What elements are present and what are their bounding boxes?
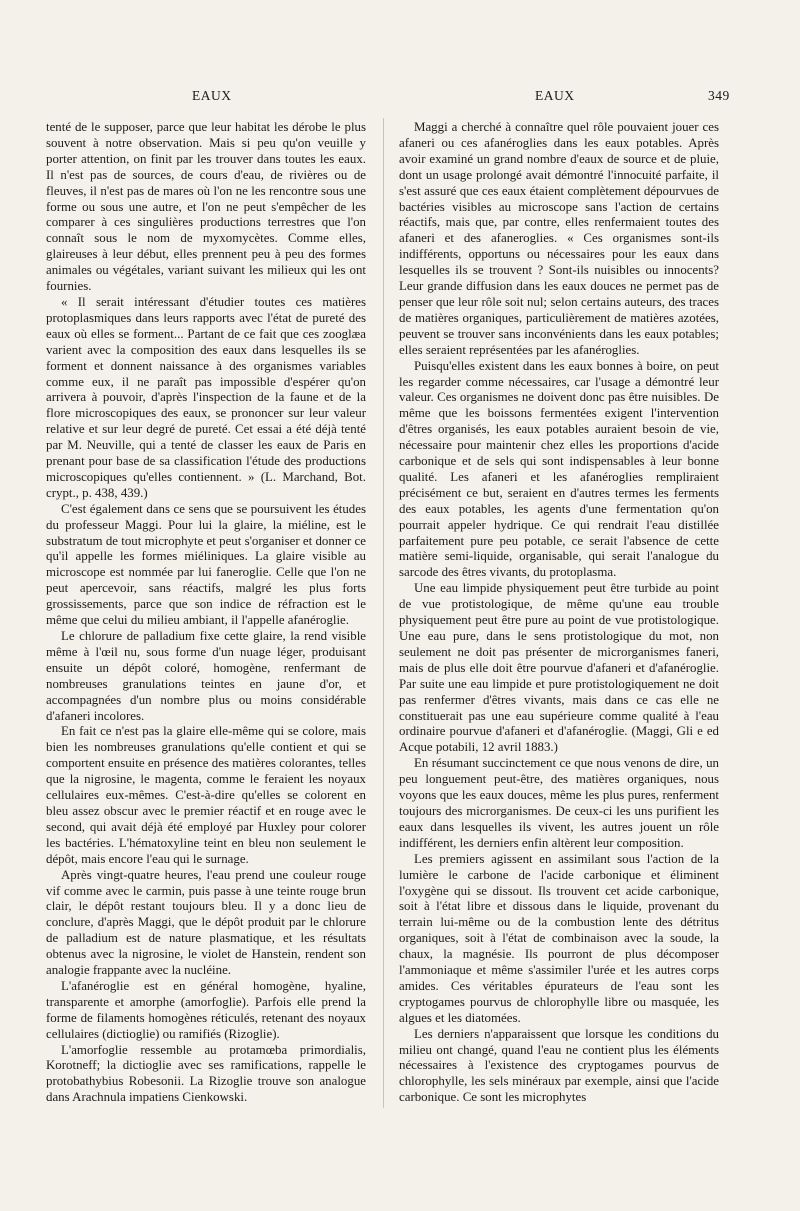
paragraph: Une eau limpide physiquement peut être turbide au point de vue protistologique, de même qu'une eau trouble physiquement peut être pure au point de vue protistologique. Une eau pure, dans le sens protistologique du mot, non seulement ne doit pas présenter de microrganismes faneri, mais de plus elle doit être pourvue d'afaneri et d'afanéroglie. Par suite une eau limpide et pure protistologiquement ne doit pas renfermer d'êtres vivants, mais dans ce cas elle ne constituerait pas une eau supérieure comme qualité à l'eau ordinaire pourvue d'afaneri et d'afanéroglie. (Maggi, Gli e ed Acque potabili, 12 avril 1883.): [399, 581, 719, 755]
right-column: [399, 120, 719, 1106]
running-head-right: EAUX: [535, 88, 575, 103]
running-head-left: EAUX: [192, 88, 232, 103]
paragraph: Puisqu'elles existent dans les eaux bonnes à boire, on peut les regarder comme nécessaires, car l'usage a démontré leur valeur. Ces organismes ne doivent donc pas être nuisibles. De même que les boissons fermentées exigent l'intervention d'êtres organisés, les eaux potables auraient besoin de vie, nécessaire pour maintenir chez elles les proportions d'acide carbonique et de sels qui sont indispensables à leur bonne qualité. Les afaneri et les afanéroglies rempliraient précisément ce but, seraient en d'autres termes les ferments des eaux potables, les agents d'une fermentation qu'on pourrait appeler hydrique. Ce qui rendrait l'eau distillée parfaitement pure peu potable, ce serait l'absence de cette matière semi-liquide, organisable, qui serait l'analogue du sarcode des êtres vivants, du protoplasma.: [399, 358, 719, 580]
paragraph: Les derniers n'apparaissent que lorsque les conditions du milieu ont changé, quand l'eau ne contient plus les éléments nécessaires à l'existence des cryptogames pourvus de chlorophylle, les sels minéraux par exemple, ainsi que l'acide carbonique. Ce sont les microphytes: [399, 1026, 719, 1105]
paragraph: Les premiers agissent en assimilant sous l'action de la lumière le carbone de l'acide carbonique et éliminent l'oxygène qui se dissout. Ils trouvent cet acide carbonique, soit à l'état libre et dissous dans le liquide, provenant du terrain lui-même ou de la combustion lente des détritus organiques, soit à l'état de combinaison avec la soude, la chaux, la magnésie. Ils pourront de plus décomposer l'ammoniaque et même s'assimiler l'urée et les autres corps amides. Ces véritables épurateurs de l'eau sont les cryptogames pourvus de chlorophylle libre ou masquée, les algues et les diatomées.: [399, 851, 719, 1025]
paragraph: En résumant succinctement ce que nous venons de dire, un peu longuement peut-être, des matières organiques, nous voyons que les eaux douces, même les plus pures, renferment toujours des microrganismes. De ceux-ci les uns purifient les eaux dans lesquelles ils vivent, les autres jouent un rôle indifférent, les derniers enfin altèrent leur composition.: [399, 756, 719, 850]
paragraph: L'afanéroglie est en général homogène, hyaline, transparente et amorphe (amorfoglie). Parfois elle prend la forme de filaments homogènes réticulés, retenant des noyaux cellulaires (dictioglie) ou ramifiés (Rizoglie).: [46, 978, 366, 1041]
left-column: [46, 120, 366, 1106]
paragraph: tenté de le supposer, parce que leur habitat les dérobe le plus souvent à notre observation. Mais si peu qu'on veuille y porter attention, on finit par les trouver dans toutes les eaux. Il n'est pas de sources, de cours d'eau, de rivières ou de fleuves, il n'est pas de mares où l'on ne les rencontre sous une forme ou sous une autre, et l'on ne peut s'empêcher de les comparer à ces singulières productions terrestres que l'on connaît sous le nom de myxomycètes. Comme elles, glaireuses à leur début, elles prennent peu à peu des formes animales ou végétales, variant suivant les milieux qui les ont fournies.: [46, 120, 366, 294]
paragraph: C'est également dans ce sens que se poursuivent les études du professeur Maggi. Pour lui la glaire, la miéline, est le substratum de tout microphyte et peut s'organiser et donner ce qu'il appelle les formes miéliniques. La glaire visible au microscope est nommée par lui faneroglie. Celle que l'on ne peut apercevoir, sans réactifs, malgré les plus forts grossissements, parce que son indice de réfraction est le même que celui du milieu ambiant, il l'appelle afanéroglie.: [46, 501, 366, 628]
paragraph: Le chlorure de palladium fixe cette glaire, la rend visible même à l'œil nu, sous forme d'un nuage léger, produisant ensuite un dépôt coloré, homogène, renfermant de nombreuses granulations teintes en jaune d'or, et accompagnées d'un nombre plus ou moins considérable d'afaneri incolores.: [46, 629, 366, 723]
page-number: 349: [708, 88, 730, 103]
column-divider: [383, 118, 384, 1108]
paragraph: Maggi a cherché à connaître quel rôle pouvaient jouer ces afaneri ou ces afanéroglies dans les eaux potables. Après avoir examiné un grand nombre d'eaux de source et de pluie, dont un usage prolongé avait démontré l'innocuité parfaite, il s'est assuré que ces eaux étaient complètement dépourvues de bactéries visibles au microscope sans l'action de certains réactifs, mais que, par contre, elles renfermaient toutes des afaneri et des afaneroglies. « Ces organismes sont-ils indifférents, opportuns ou nécessaires pour les eaux dans lesquelles ils se trouvent ? Sont-ils nuisibles ou innocents? Leur grande diffusion dans les eaux douces ne permet pas de penser que leur rôle soit nul; selon certains auteurs, des traces de matières organiques, particulièrement de matières azotées, peuvent se trouver sans inconvénients dans les eaux potables; elles seraient représentées par les afanéroglies.: [399, 120, 719, 357]
paragraph: « Il serait intéressant d'étudier toutes ces matières protoplasmiques dans leurs rapports avec l'état de pureté des eaux où elles se forment... Partant de ce fait que ces zooglæa varient avec la composition des eaux dans lesquelles ils se forment et donnent naissance à des organismes variables comme eux, il ne paraît pas impossible d'espérer qu'on arrivera à pouvoir, d'après l'inspection de la faune et de la flore microscopiques des eaux, se prononcer sur leur valeur relative et sur leur degré de pureté. Cet essai a été déjà tenté par M. Neuville, qui a tenté de classer les eaux de Paris en prenant pour base de sa classification l'étude des productions microscopiques qu'elles contiennent. » (L. Marchand, Bot. crypt., p. 438, 439.): [46, 294, 366, 500]
paragraph: En fait ce n'est pas la glaire elle-même qui se colore, mais bien les nombreuses granulations qu'elle contient et qui se comportent ensuite en présence des matières colorantes, telles que la nigrosine, le magenta, comme le feraient les noyaux cellulaires eux-mêmes. C'est-à-dire qu'elles se colorent en bleu assez obscur avec le premier réactif et en rouge avec le second, qui avait déjà été employé par Huxley pour colorer les bactéries. L'hématoxyline teint en bleu non seulement le dépôt, mais encore l'eau qui le surnage.: [46, 724, 366, 866]
paragraph: L'amorfoglie ressemble au protamœba primordialis, Korotneff; la dictioglie avec ses ramifications, rappelle le protobathybius Robesonii. La Rizoglie trouve son analogue dans Arachnula impatiens Cienkowski.: [46, 1042, 366, 1105]
paragraph: Après vingt-quatre heures, l'eau prend une couleur rouge vif comme avec le carmin, puis passe à une teinte rouge brun clair, le dépôt restant toujours bleu. Il y a donc lieu de conclure, d'après Maggi, que le dépôt produit par le chlorure de palladium est de nature plasmatique, et les résultats obtenus avec la nigrosine, le violet de Hanstein, rendent son analogie frappante avec la nucléine.: [46, 867, 366, 978]
